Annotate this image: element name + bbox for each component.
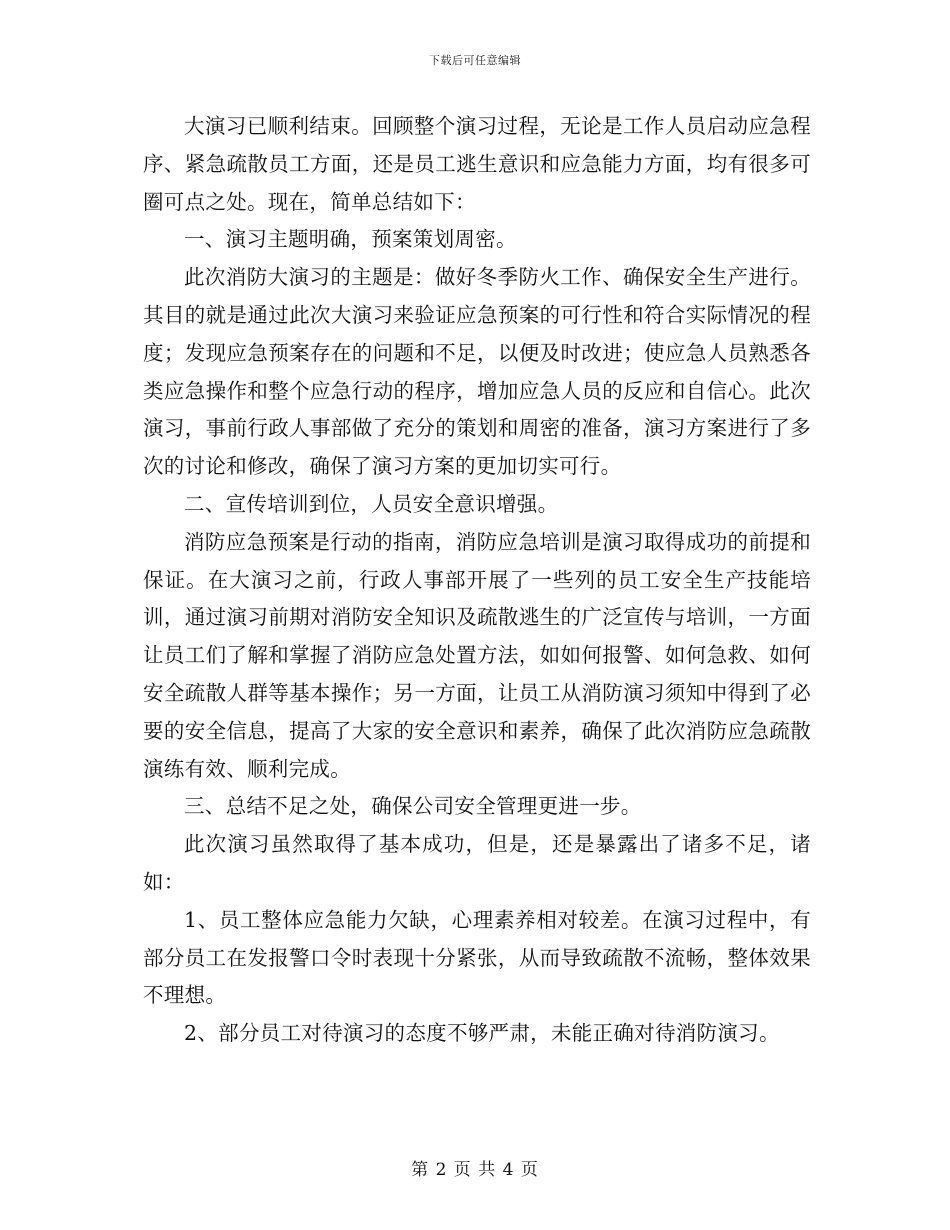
document-body [143, 108, 811, 1053]
section-heading-2: 二、宣传培训到位，人员安全意识增强。 [184, 491, 559, 516]
paragraph-section-1: 此次消防大演习的主题是：做好冬季防火工作、确保安全生产进行。其目的就是通过此次大演习来验证应急预案的可行性和符合实际情况的程度；发现应急预案存在的问题和不足，以便及时改进；使应急人员熟悉各类应急操作和整个应急行动的程序，增加应急人员的反应和自信心。此次演习，事前行政人事部做了充分的策划和周密的准备，演习方案进行了多次的讨论和修改，确保了演习方案的更加切实可行。 [143, 265, 811, 479]
list-item-1: 1、员工整体应急能力欠缺，心理素养相对较差。在演习过程中，有部分员工在发报警口令时表现十分紧张，从而导致疏散不流畅，整体效果不理想。 [143, 907, 811, 1008]
page-number: 第 2 页 共 4 页 [411, 1160, 539, 1180]
section-heading-3: 三、总结不足之处，确保公司安全管理更进一步。 [184, 794, 642, 819]
paragraph-section-2: 消防应急预案是行动的指南，消防应急培训是演习取得成功的前提和保证。在大演习之前，行政人事部开展了一些列的员工安全生产技能培训，通过演习前期对消防安全知识及疏散逃生的广泛宣传与培训，一方面让员工们了解和掌握了消防应急处置方法，如如何报警、如何急救、如何安全疏散人群等基本操作；另一方面，让员工从消防演习须知中得到了必要的安全信息，提高了大家的安全意识和素养，确保了此次消防应急疏散演练有效、顺利完成。 [143, 529, 811, 781]
page-header: 下载后可任意编辑 [429, 54, 521, 67]
list-item-2: 2、部分员工对待演习的态度不够严肃，未能正确对待消防演习。 [184, 1021, 780, 1046]
section-heading-1: 一、演习主题明确，预案策划周密。 [184, 227, 517, 252]
paragraph-section-3: 此次演习虽然取得了基本成功，但是，还是暴露出了诸多不足，诸如： [143, 832, 811, 894]
paragraph-intro: 大演习已顺利结束。回顾整个演习过程，无论是工作人员启动应急程序、紧急疏散员工方面，还是员工逃生意识和应急能力方面，均有很多可圈可点之处。现在，简单总结如下： [143, 114, 811, 214]
